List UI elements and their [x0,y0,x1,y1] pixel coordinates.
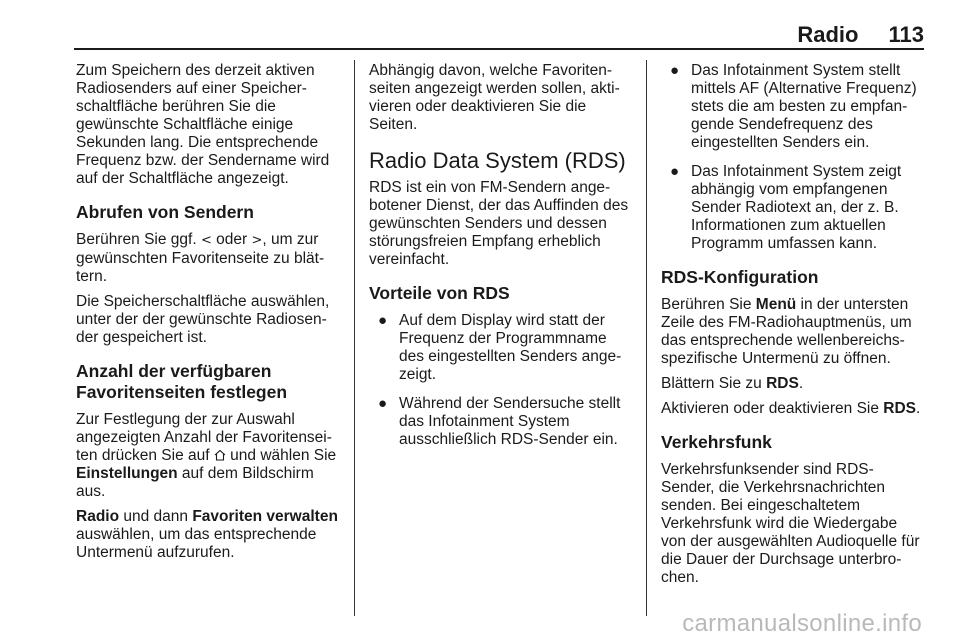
paragraph-radio-favoriten: Radio und dann Favoriten verwalten auswählen, um das entsprechende Untermenü aufzurufen. [76,508,338,561]
paragraph-abhaengig: Abhängig davon, welche Favoriten-seiten angezeigt werden sollen, akti-vieren oder deaktivieren Sie die Seiten. [369,62,620,133]
heading-verkehrsfunk: Verkehrsfunk [661,432,772,452]
heading-rds-konfiguration: RDS-Konfiguration [661,267,819,287]
bullet-icon: ● [378,395,388,412]
bullet-icon: ● [378,312,388,329]
heading-abrufen: Abrufen von Sendern [76,202,254,222]
paragraph-speichern: Zum Speichern des derzeit aktiven Radiosenders auf einer Speicher-schaltfläche berühren Sie die gewünschte Schaltfläche einige Sekunden lang. Die entsprechende Frequenz bzw. der Sendername wird auf der Schaltfläche angezeigt. [76,62,330,187]
column-divider-2 [646,60,647,616]
paragraph-festlegung: Zur Festlegung der zur Auswahl angezeigten Anzahl der Favoritensei-ten drücken Sie auf und wählen Sie Einstellungen auf dem Bildschirm aus. [76,411,337,500]
paragraph-rds-intro: RDS ist ein von FM-Sendern ange-botener Dienst, der das Auffinden des gewünschten Senders und dessen störungsfreien Empfang erheblich vereinfacht. [369,179,629,268]
list-item: ● Auf dem Display wird statt der Frequenz der Programmname des eingestellten Senders ange-zeigt. [378,312,622,383]
bullet-icon: ● [670,163,680,180]
list-item: ● Während der Sendersuche stellt das Infotainment System ausschließlich RDS-Sender ein. [378,395,621,448]
watermark: carmanualsonline.info [682,610,922,637]
paragraph-verkehrsfunk: Verkehrsfunksender sind RDS-Sender, die Verkehrsnachrichten senden. Bei eingeschaltetem Verkehrsfunk wird die Wiedergabe von der ausgewählten Audioquelle für die Dauer der Durchsage unterbro-chen. [661,461,920,586]
paragraph-menue: Berühren Sie Menü in der untersten Zeile des FM-Radiohauptmenüs, um das entsprechende wellenbereichs-spezifische Untermenü zu öffnen. [661,296,912,367]
chevron-right-icon: > [251,233,263,248]
column-1 [76,62,340,569]
chevron-left-icon: < [200,233,212,248]
home-icon [214,449,226,461]
page-header [797,22,924,48]
vorteile-list [369,312,633,449]
heading-anzahl: Anzahl der verfügbaren Favoritenseiten festlegen [76,361,288,402]
paragraph-aktivieren: Aktivieren oder deaktivieren Sie RDS. [661,400,921,417]
paragraph-speicherschaltflaeche: Die Speicherschaltfläche auswählen, unter der der gewünschte Radiosen-der gespeichert ist. [76,293,330,346]
bullet-icon: ● [670,62,680,79]
column-2 [369,62,633,460]
section-title: Radio [797,22,859,47]
list-item: ● Das Infotainment System stellt mittels AF (Alternative Frequenz) stets die am besten zu empfan-gende Sendefrequenz des eingestellten Senders ein. [670,62,917,151]
header-rule [74,48,924,50]
page-number: 113 [888,22,924,47]
features-list [661,62,925,253]
paragraph-blaettern: Blättern Sie zu RDS. [661,375,804,392]
column-divider-1 [354,60,355,616]
paragraph-abrufen: Berühren Sie ggf. < oder >, um zur gewünschten Favoritenseite zu blät-tern. [76,231,325,285]
heading-rds: Radio Data System (RDS) [369,148,626,173]
list-item: ● Das Infotainment System zeigt abhängig vom empfangenen Sender Radiotext an, der z. B. Informationen zum aktuellen Programm umfassen kann. [670,163,902,252]
column-3 [661,62,925,594]
heading-vorteile: Vorteile von RDS [369,283,510,303]
